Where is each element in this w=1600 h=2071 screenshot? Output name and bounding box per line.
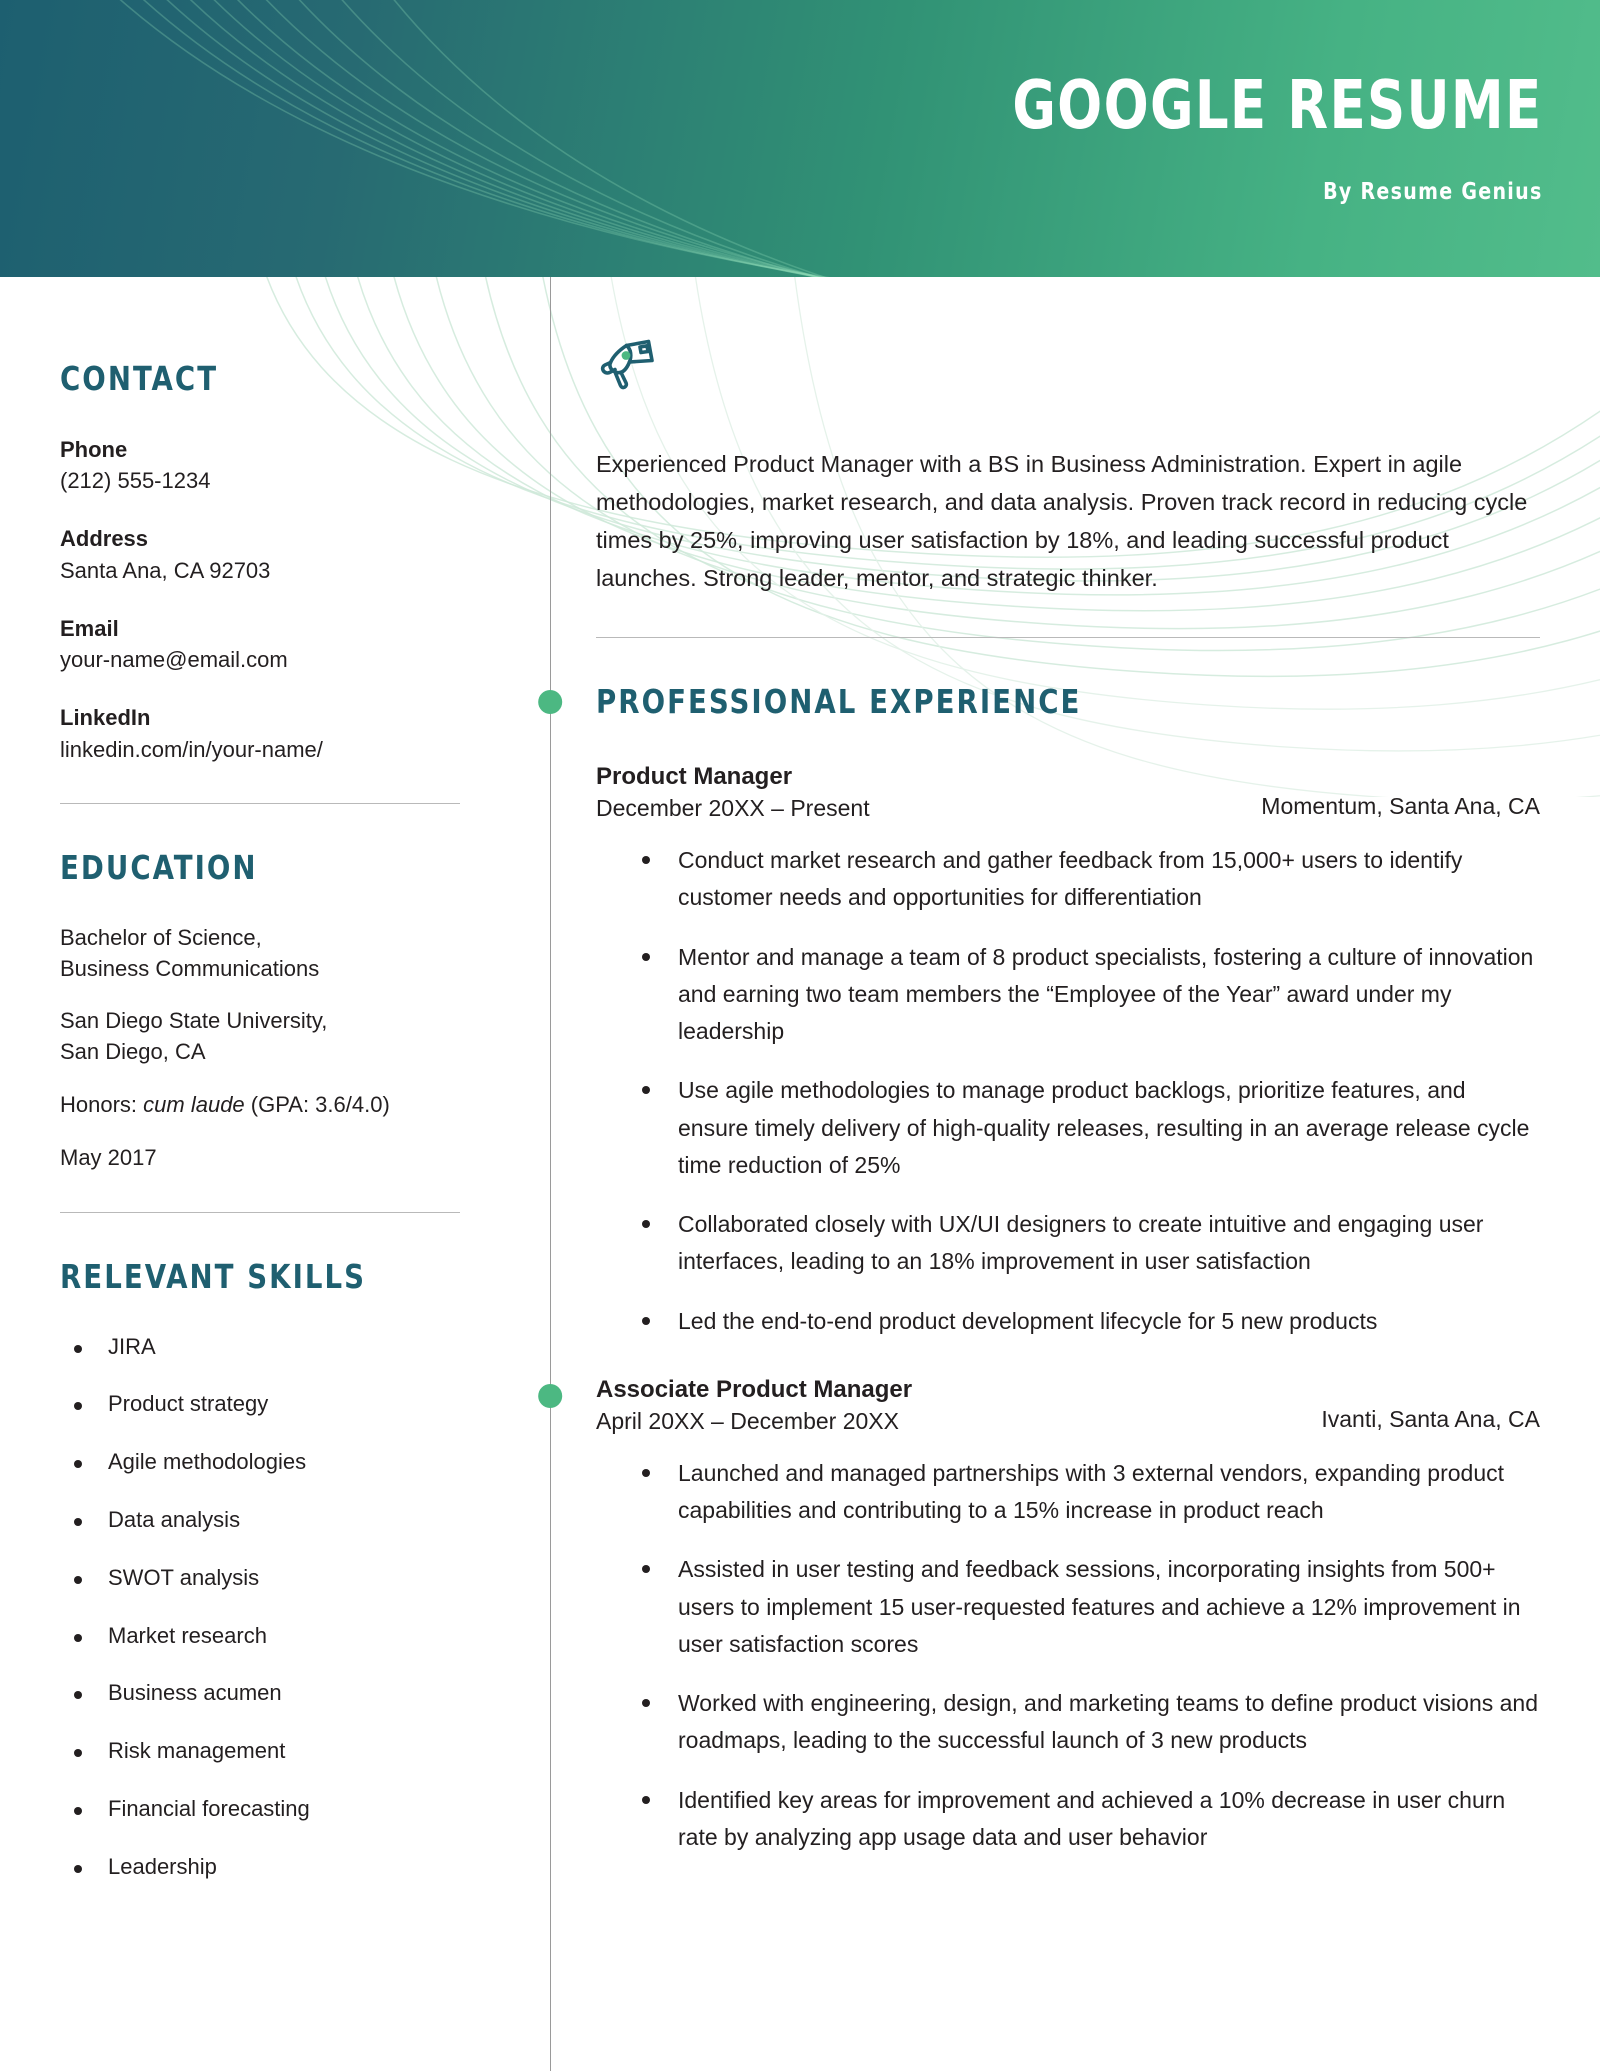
list-item: SWOT analysis	[60, 1563, 460, 1594]
resume-header-banner	[0, 0, 1600, 277]
list-item: Agile methodologies	[60, 1447, 460, 1478]
experience-entry	[596, 761, 1540, 1340]
job-company: Momentum, Santa Ana, CA	[1261, 793, 1540, 820]
job-dates: April 20XX – December 20XX	[596, 1408, 899, 1435]
contact-item-address	[60, 523, 460, 585]
job-company: Ivanti, Santa Ana, CA	[1321, 1405, 1540, 1432]
contact-label-address: Address	[60, 526, 149, 552]
contact-value-phone: (212) 555-1234	[60, 468, 211, 494]
job-title: Product Manager	[596, 763, 793, 791]
list-item: Launched and managed partnerships with 3 external vendors, expanding product capabilities and contributing to a 15% increase in product reach	[596, 1455, 1540, 1530]
contact-label-linkedin: LinkedIn	[60, 705, 151, 731]
education-degree-line1: Bachelor of Science,	[60, 924, 262, 950]
job-dates: December 20XX – Present	[596, 795, 870, 822]
list-item: Use agile methodologies to manage product backlogs, prioritize features, and ensure timely delivery of high-quality releases, resulting in an average release cycle time reduction of 25%	[596, 1072, 1540, 1184]
list-item: Conduct market research and gather feedback from 15,000+ users to identify customer needs and opportunities for differentiation	[596, 842, 1540, 917]
list-item: JIRA	[60, 1332, 460, 1363]
contact-value-email[interactable]: your-name@email.com	[60, 647, 288, 673]
resume-body	[0, 277, 1600, 2071]
contact-label-email: Email	[60, 615, 119, 641]
education-honors-prefix: Honors:	[60, 1092, 144, 1118]
list-item: Assisted in user testing and feedback sessions, incorporating insights from 500+ users to implement 15 user-requested features and achieve a 12% improvement in user satisfaction scores	[596, 1551, 1540, 1663]
education-degree	[60, 923, 460, 985]
list-item: Mentor and manage a team of 8 product specialists, fostering a culture of innovation and earning two team members the “Employee of the Year” award under my leadership	[596, 939, 1540, 1051]
skills-list	[60, 1332, 460, 1883]
professional-summary: Experienced Product Manager with a BS in Business Administration. Expert in agile methodologies, market research, and data analysis. Proven track record in reducing cycle times by 25%, improving user satisfaction by 18%, and leading successful product launches. Strong leader, mentor, and strategic thinker.	[596, 451, 1528, 592]
timeline-dot-icon	[538, 690, 562, 714]
job-bullet-list	[596, 842, 1540, 1340]
experience-header	[596, 1374, 1540, 1437]
list-item: Identified key areas for improvement and achieved a 10% decrease in user churn rate by analyzing app usage data and user behavior	[596, 1782, 1540, 1857]
experience-entry	[596, 1374, 1540, 1856]
education-degree-line2: Business Communications	[60, 955, 320, 981]
list-item: Leadership	[60, 1852, 460, 1883]
section-heading-experience: PROFESSIONAL EXPERIENCE	[596, 682, 1082, 722]
megaphone-icon	[596, 332, 1540, 401]
contact-value-linkedin[interactable]: linkedin.com/in/your-name/	[60, 736, 323, 762]
list-item: Data analysis	[60, 1505, 460, 1536]
section-heading-skills: RELEVANT SKILLS	[60, 1256, 367, 1296]
education-school-line2: San Diego, CA	[60, 1039, 206, 1065]
experience-title-group	[596, 761, 870, 824]
section-heading-contact: CONTACT	[60, 359, 219, 398]
byline: By Resume Genius	[1323, 179, 1543, 205]
education-honors-latin: cum laude	[143, 1092, 245, 1118]
divider	[60, 803, 460, 804]
list-item: Worked with engineering, design, and marketing teams to define product visions and roadmaps, leading to the successful launch of 3 new products	[596, 1685, 1540, 1760]
education-school-line1: San Diego State University,	[60, 1008, 328, 1034]
main-column	[550, 277, 1600, 2071]
contact-item-linkedin	[60, 702, 460, 764]
job-bullet-list	[596, 1455, 1540, 1856]
education-date: May 2017	[60, 1144, 157, 1170]
divider	[596, 637, 1540, 638]
list-item: Led the end-to-end product development lifecycle for 5 new products	[596, 1303, 1540, 1340]
divider	[60, 1212, 460, 1213]
page-title: GOOGLE RESUME	[1012, 66, 1543, 144]
job-title: Associate Product Manager	[596, 1375, 913, 1403]
list-item: Collaborated closely with UX/UI designers to create intuitive and engaging user interfaces, leading to an 18% improvement in user satisfaction	[596, 1206, 1540, 1281]
list-item: Financial forecasting	[60, 1794, 460, 1825]
experience-title-group	[596, 1374, 912, 1437]
education-honors	[60, 1090, 460, 1121]
contact-label-phone: Phone	[60, 437, 128, 462]
list-item: Product strategy	[60, 1389, 460, 1420]
contact-item-phone	[60, 434, 460, 496]
section-heading-education: EDUCATION	[60, 847, 258, 887]
experience-header	[596, 761, 1540, 824]
education-school	[60, 1006, 460, 1068]
education-honors-gpa: (GPA: 3.6/4.0)	[244, 1092, 390, 1118]
list-item: Risk management	[60, 1736, 460, 1767]
contact-value-address: Santa Ana, CA 92703	[60, 557, 271, 583]
contact-item-email	[60, 613, 460, 675]
list-item: Business acumen	[60, 1678, 460, 1709]
timeline-dot-icon	[538, 1384, 562, 1408]
section-heading-experience-row	[596, 682, 1540, 721]
sidebar	[0, 277, 520, 1910]
list-item: Market research	[60, 1621, 460, 1652]
